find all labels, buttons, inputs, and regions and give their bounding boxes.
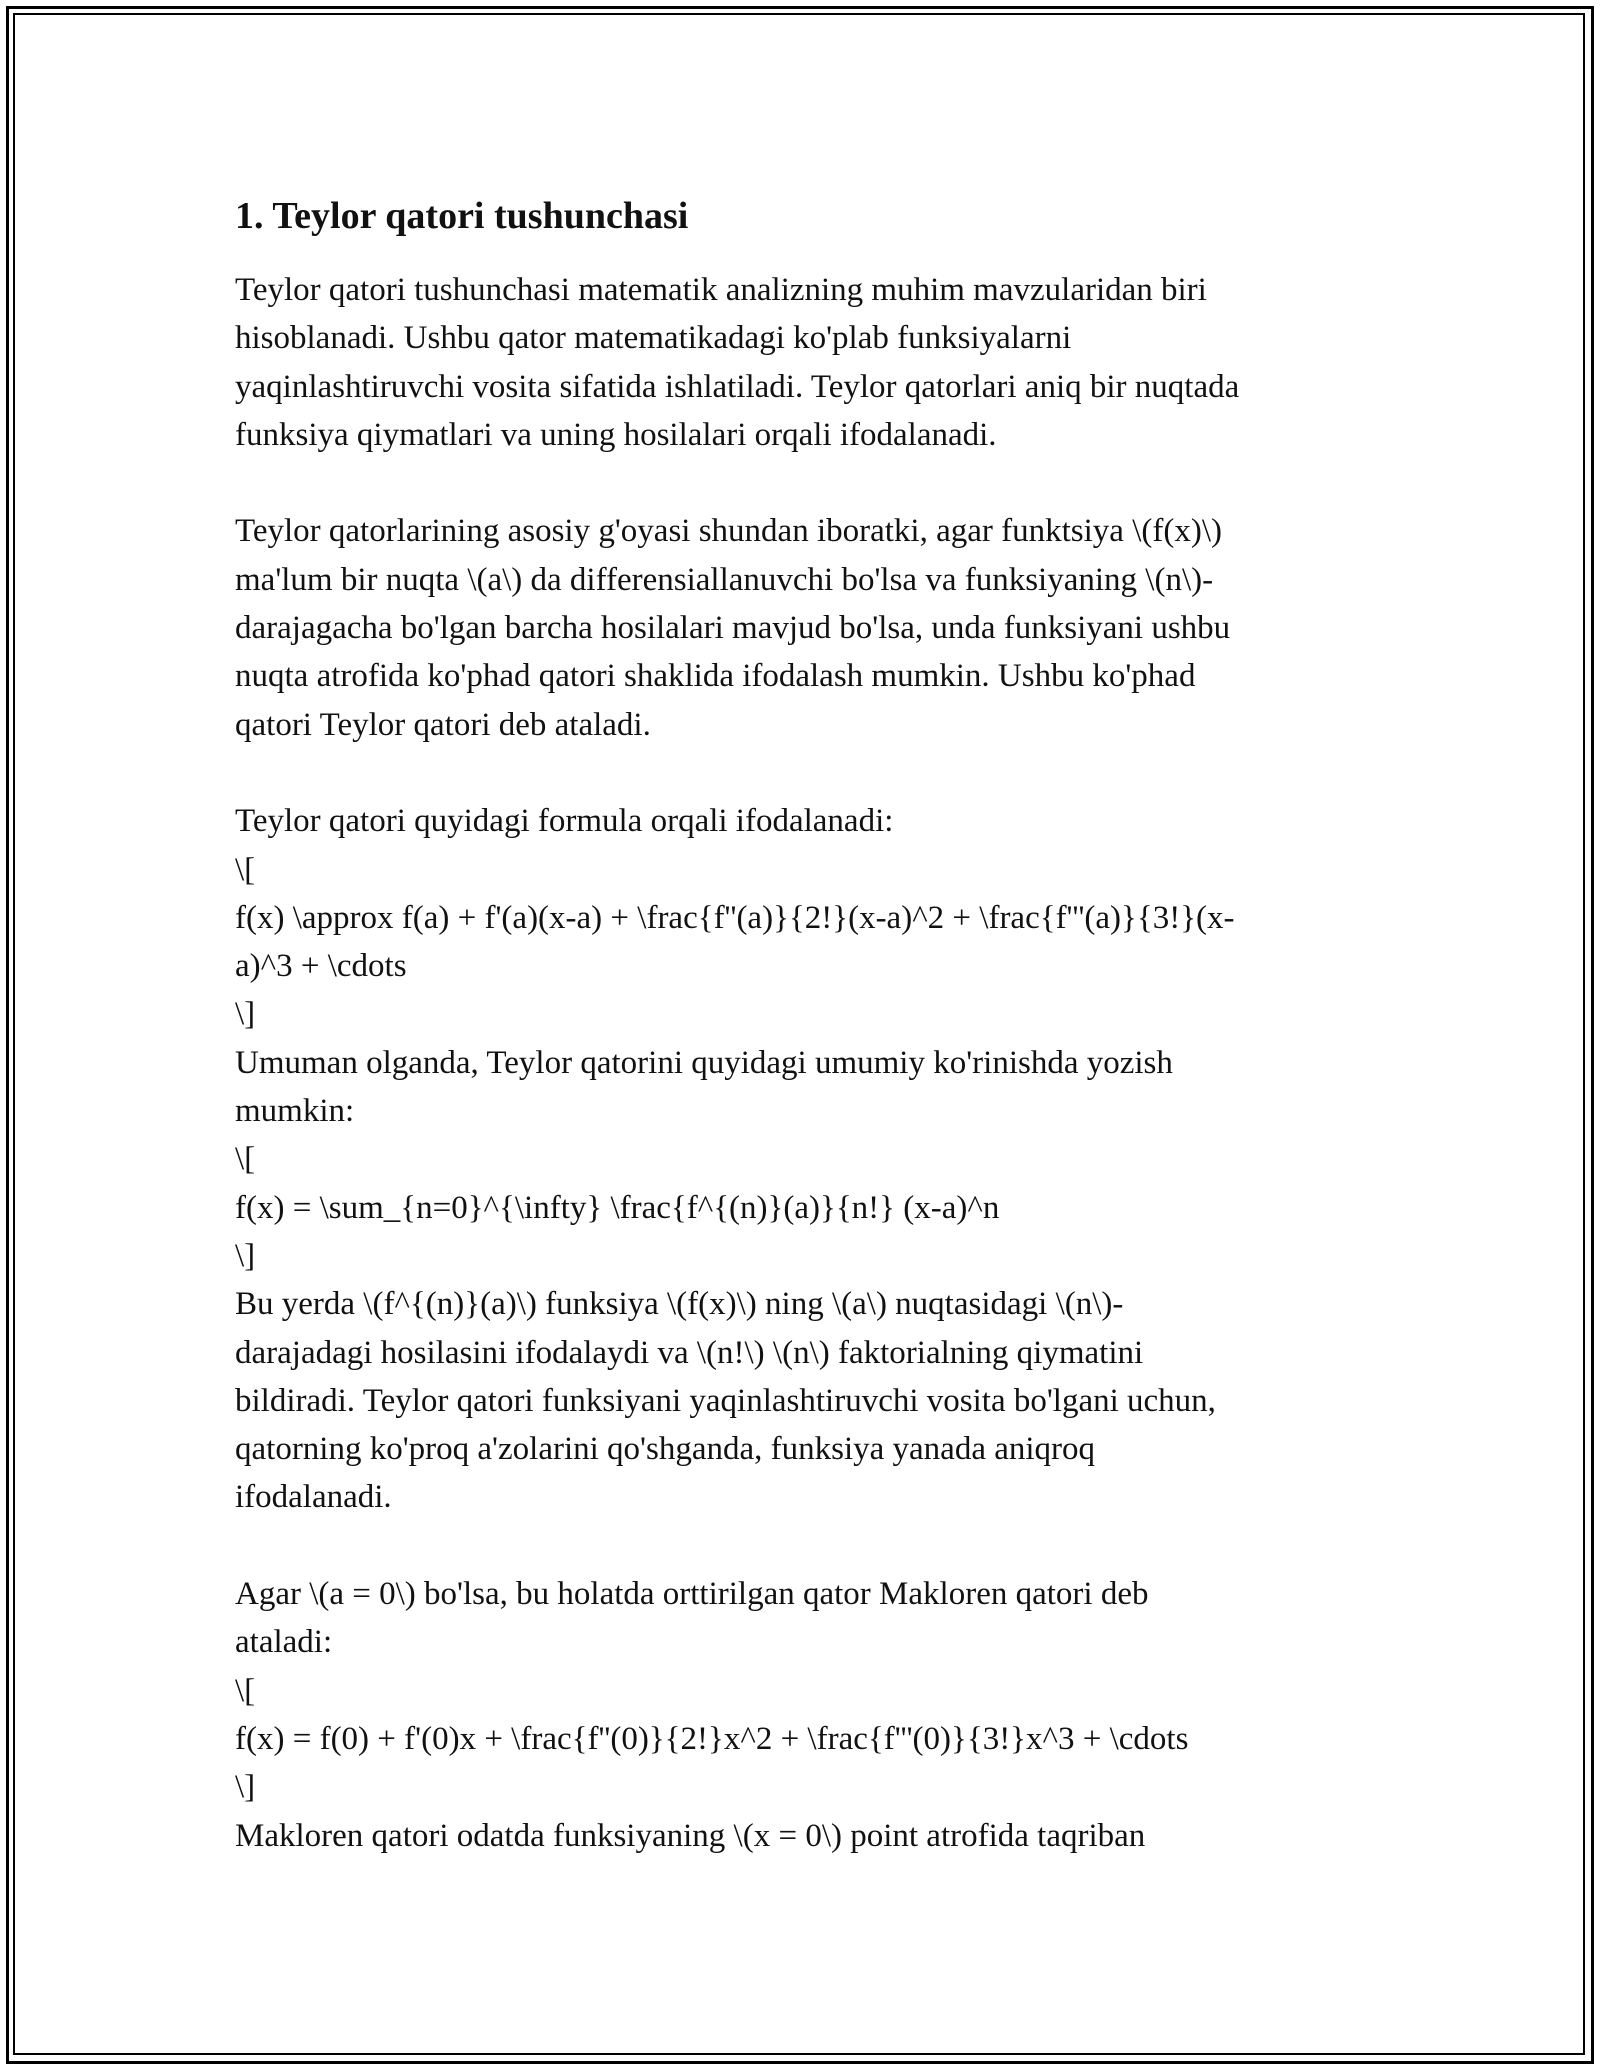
- text-line: \]: [235, 1769, 256, 1806]
- text-line: ifodalanadi.: [235, 1479, 392, 1516]
- document-body: [235, 192, 1365, 1860]
- text-line: \]: [235, 996, 256, 1033]
- text-line: funksiya qiymatlari va uning hosilalari orqali ifodalanadi.: [235, 416, 997, 453]
- text-line: Bu yerda \(f^{(n)}(a)\) funksiya \(f(x)\) ning \(a\) nuqtasidagi \(n\)-: [235, 1286, 1124, 1323]
- blank-line: [235, 459, 1365, 507]
- text-line: ma'lum bir nuqta \(a\) da differensiallanuvchi bo'lsa va funksiyaning \(n\)-: [235, 561, 1214, 598]
- text-line: qatori Teylor qatori deb ataladi.: [235, 706, 651, 743]
- text-line: a)^3 + \cdots: [235, 948, 407, 985]
- text-line: f(x) = f(0) + f'(0)x + \frac{f''(0)}{2!}x^2 + \frac{f'''(0)}{3!}x^3 + \cdots: [235, 1720, 1189, 1757]
- blank-line: [235, 1522, 1365, 1570]
- section-heading: 1. Teylor qatori tushunchasi: [235, 195, 689, 237]
- text-line: Teylor qatorlarining asosiy g'oyasi shundan iboratki, agar funktsiya \(f(x)\): [235, 513, 1222, 550]
- text-line: ataladi:: [235, 1624, 333, 1661]
- text-line: bildiradi. Teylor qatori funksiyani yaqinlashtiruvchi vosita bo'lgani uchun,: [235, 1382, 1216, 1419]
- text-line: \[: [235, 851, 256, 888]
- text-line: \[: [235, 1141, 256, 1178]
- text-line: qatorning ko'proq a'zolarini qo'shganda, funksiya yanada aniqroq: [235, 1431, 1096, 1468]
- text-line: Makloren qatori odatda funksiyaning \(x = 0\) point atrofida taqriban: [235, 1817, 1146, 1854]
- text-line: yaqinlashtiruvchi vosita sifatida ishlatiladi. Teylor qatorlari aniq bir nuqtada: [235, 368, 1240, 405]
- text-line: hisoblanadi. Ushbu qator matematikadagi ko'plab funksiyalarni: [235, 320, 1072, 357]
- text-line: Teylor qatori quyidagi formula orqali ifodalanadi:: [235, 803, 894, 840]
- text-line: f(x) = \sum_{n=0}^{\infty} \frac{f^{(n)}(a)}{n!} (x-a)^n: [235, 1189, 1000, 1226]
- blank-line: [235, 749, 1365, 797]
- text-line: Umuman olganda, Teylor qatorini quyidagi umumiy ko'rinishda yozish: [235, 1044, 1173, 1081]
- text-line: darajadagi hosilasini ifodalaydi va \(n!\) \(n\) faktorialning qiymatini: [235, 1334, 1144, 1371]
- text-line: Agar \(a = 0\) bo'lsa, bu holatda orttirilgan qator Makloren qatori deb: [235, 1576, 1149, 1613]
- text-line: mumkin:: [235, 1093, 355, 1130]
- document-text: [235, 266, 1365, 1860]
- text-line: nuqta atrofida ko'phad qatori shaklida ifodalash mumkin. Ushbu ko'phad: [235, 658, 1196, 695]
- text-line: \]: [235, 1237, 256, 1274]
- text-line: f(x) \approx f(a) + f'(a)(x-a) + \frac{f''(a)}{2!}(x-a)^2 + \frac{f'''(a)}{3!}(x-: [235, 899, 1235, 936]
- text-line: \[: [235, 1672, 256, 1709]
- text-line: Teylor qatori tushunchasi matematik analizning muhim mavzularidan biri: [235, 272, 1207, 308]
- text-line: darajagacha bo'lgan barcha hosilalari mavjud bo'lsa, unda funksiyani ushbu: [235, 610, 1231, 647]
